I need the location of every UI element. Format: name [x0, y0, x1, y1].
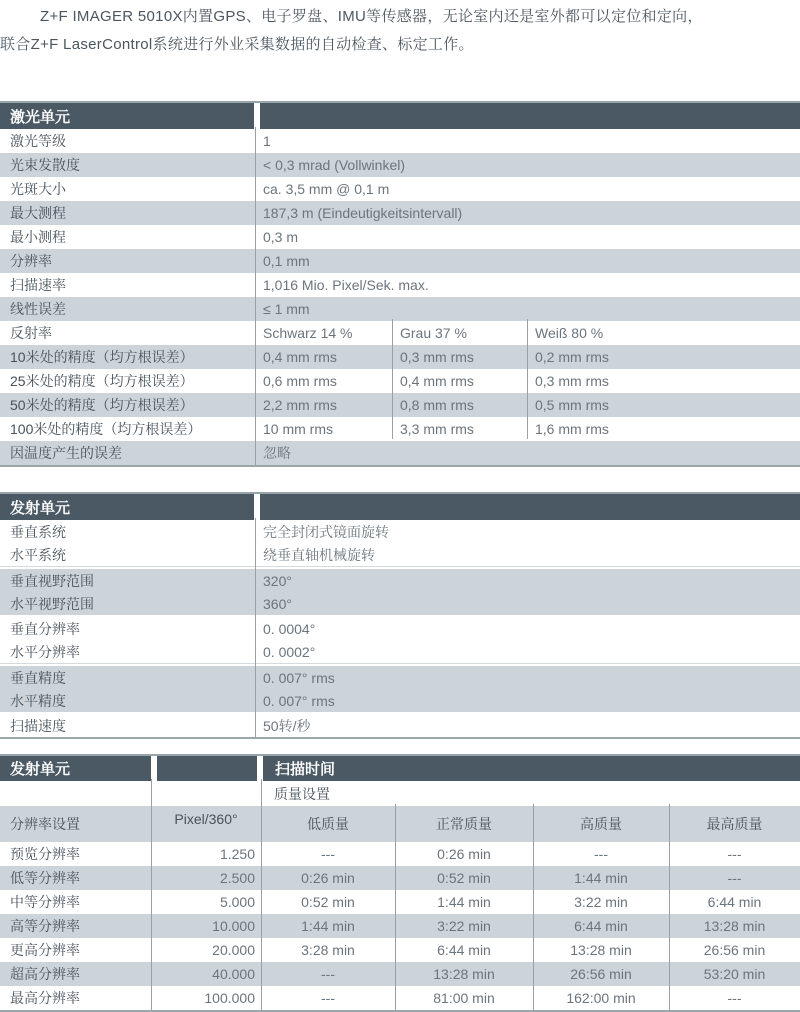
time-low: --- — [321, 846, 335, 862]
column-header-resolution: 分辨率设置 — [10, 816, 80, 832]
row-group — [0, 569, 800, 615]
column-divider — [527, 319, 528, 439]
table-row — [0, 225, 800, 249]
time-low: 0:26 min — [301, 870, 355, 886]
row-value-grey: 0,4 mm rms — [400, 373, 474, 389]
row-label: 垂直精度 — [10, 669, 66, 686]
row-value: ≤ 1 mm — [263, 301, 310, 317]
row-label: 水平精度 — [10, 692, 66, 709]
row-value-black: Schwarz 14 % — [263, 325, 353, 341]
column-divider — [151, 779, 152, 1010]
row-value: 1 — [263, 133, 271, 149]
time-high: --- — [594, 846, 608, 862]
row-value: 忽略 — [263, 445, 291, 461]
pixel-value: 20.000 — [212, 942, 255, 958]
table-row — [0, 321, 800, 345]
row-label: 高等分辨率 — [10, 918, 80, 934]
time-low: 1:44 min — [301, 918, 355, 934]
row-label: 光斑大小 — [10, 181, 66, 197]
column-divider — [261, 779, 262, 1010]
row-value-white: 0,2 mm rms — [535, 349, 609, 365]
spacer — [0, 467, 800, 492]
row-value: < 0,3 mrad (Vollwinkel) — [263, 157, 406, 173]
time-highest: --- — [727, 870, 742, 886]
row-label: 垂直视野范围 — [10, 572, 94, 589]
time-high: 13:28 min — [570, 942, 632, 958]
row-label: 50米处的精度（均方根误差） — [10, 397, 194, 413]
time-highest: --- — [727, 990, 742, 1006]
table-row — [0, 592, 800, 615]
column-divider — [392, 319, 393, 439]
time-highest: 13:28 min — [703, 918, 766, 934]
row-label: 中等分辨率 — [10, 894, 80, 910]
row-value-black: 0,6 mm rms — [263, 373, 337, 389]
row-value: 绕垂直轴机械旋转 — [263, 546, 375, 563]
row-value: 360° — [263, 595, 292, 612]
time-low: 3:28 min — [301, 942, 355, 958]
table-row — [0, 666, 800, 689]
row-value-black: 2,2 mm rms — [263, 397, 337, 413]
time-low: --- — [321, 990, 335, 1006]
row-value: 0. 007° rms — [263, 669, 335, 686]
table-row — [0, 986, 800, 1010]
table-row — [0, 842, 800, 866]
laser-unit-table — [0, 101, 800, 467]
table-row — [0, 890, 800, 914]
time-highest: --- — [727, 846, 742, 862]
time-low: --- — [321, 966, 335, 982]
table-row — [0, 617, 800, 640]
table-row — [0, 962, 800, 986]
row-label: 100米处的精度（均方根误差） — [10, 421, 202, 437]
row-label: 水平分辨率 — [10, 643, 80, 660]
table-row — [0, 273, 800, 297]
table-row — [0, 297, 800, 321]
row-label: 预览分辨率 — [10, 846, 80, 862]
column-header-low: 低质量 — [307, 816, 349, 832]
row-label: 扫描速度 — [10, 717, 66, 734]
row-value-white: 0,5 mm rms — [535, 397, 609, 413]
time-normal: 81:00 min — [433, 990, 495, 1006]
time-normal: 6:44 min — [437, 942, 491, 958]
time-low: 0:52 min — [301, 894, 355, 910]
row-label: 超高分辨率 — [10, 966, 80, 982]
row-label: 扫描速率 — [10, 277, 66, 293]
pixel-value: 5.000 — [219, 894, 255, 910]
row-label: 25米处的精度（均方根误差） — [10, 373, 194, 389]
row-value: 0. 0004° — [263, 620, 316, 637]
table-title: 发射单元 — [0, 756, 151, 781]
table-row — [0, 866, 800, 890]
row-group — [0, 714, 800, 737]
time-normal: 13:28 min — [433, 966, 495, 982]
table-row — [0, 393, 800, 417]
row-value-black: 0,4 mm rms — [263, 349, 337, 365]
row-label: 最高分辨率 — [10, 990, 80, 1006]
table-row — [0, 689, 800, 712]
table-title: 发射单元 — [0, 494, 254, 520]
table-row — [0, 914, 800, 938]
row-value: 50转/秒 — [263, 717, 311, 734]
column-header-high: 高质量 — [580, 816, 622, 832]
intro-line-1: Z+F IMAGER 5010X内置GPS、电子罗盘、IMU等传感器，无论室内还是室外都可以定位和定向， — [40, 8, 703, 25]
row-value: 0,3 m — [263, 229, 299, 245]
row-label: 激光等级 — [10, 133, 66, 149]
quality-settings-row — [0, 781, 800, 806]
table-row — [0, 417, 800, 441]
column-divider — [255, 127, 256, 465]
scan-time-table-header — [0, 754, 800, 781]
row-value-black: 10 mm rms — [263, 421, 333, 437]
column-divider — [395, 804, 396, 1010]
row-value-white: 1,6 mm rms — [535, 421, 609, 437]
pixel-value: 10.000 — [212, 918, 255, 934]
intro-line-2: 联合Z+F LaserControl系统进行外业采集数据的自动检查、标定工作。 — [0, 36, 474, 53]
table-title: 激光单元 — [0, 103, 254, 129]
deflection-unit-table — [0, 492, 800, 739]
table-row — [0, 153, 800, 177]
time-highest: 26:56 min — [703, 942, 766, 958]
pixel-value: 1.250 — [219, 846, 255, 862]
table-row — [0, 569, 800, 592]
row-value: 完全封闭式镜面旋转 — [263, 523, 389, 540]
column-divider — [669, 804, 670, 1010]
spacer — [0, 59, 800, 101]
pixel-value: 40.000 — [212, 966, 255, 982]
header-right-segment — [260, 103, 800, 129]
table-row — [0, 640, 800, 663]
intro-paragraph — [0, 0, 800, 59]
row-label: 反射率 — [10, 325, 52, 341]
table-row — [0, 938, 800, 962]
row-label: 10米处的精度（均方根误差） — [10, 349, 194, 365]
row-value-white: 0,3 mm rms — [535, 373, 609, 389]
row-label: 光束发散度 — [10, 157, 80, 173]
time-high: 1:44 min — [574, 870, 628, 886]
table-row — [0, 129, 800, 153]
spacer — [0, 739, 800, 754]
row-value: ca. 3,5 mm @ 0,1 m — [263, 181, 390, 197]
scan-time-title: 扫描时间 — [263, 756, 800, 781]
row-value-grey: 0,3 mm rms — [400, 349, 474, 365]
row-label: 最小测程 — [10, 229, 66, 245]
row-value-grey: 0,8 mm rms — [400, 397, 474, 413]
time-normal: 0:52 min — [437, 870, 491, 886]
row-label: 垂直分辨率 — [10, 620, 80, 637]
table-row — [0, 543, 800, 566]
time-normal: 0:26 min — [437, 846, 491, 862]
row-value: 0. 0002° — [263, 643, 316, 660]
time-highest: 6:44 min — [707, 894, 762, 910]
table-row — [0, 714, 800, 737]
time-highest: 53:20 min — [703, 966, 766, 982]
row-label: 更高分辨率 — [10, 942, 80, 958]
time-high: 3:22 min — [574, 894, 628, 910]
column-header-highest: 最高质量 — [706, 816, 763, 832]
row-label: 水平系统 — [10, 546, 66, 563]
row-label: 因温度产生的误差 — [10, 445, 122, 461]
column-divider — [255, 518, 256, 737]
row-group — [0, 666, 800, 712]
deflection-unit-table-header — [0, 492, 800, 520]
laser-unit-table-header — [0, 101, 800, 129]
row-label: 分辨率 — [10, 253, 52, 269]
time-high: 162:00 min — [566, 990, 636, 1006]
time-normal: 3:22 min — [437, 918, 491, 934]
table-row — [0, 201, 800, 225]
time-high: 26:56 min — [570, 966, 632, 982]
table-row — [0, 520, 800, 543]
row-value: 1,016 Mio. Pixel/Sek. max. — [263, 277, 429, 293]
row-group — [0, 617, 800, 664]
row-label: 最大测程 — [10, 205, 66, 221]
time-high: 6:44 min — [574, 918, 628, 934]
table-row — [0, 345, 800, 369]
table-row — [0, 441, 800, 465]
row-label: 低等分辨率 — [10, 870, 80, 886]
column-header-pixel: Pixel/360° — [174, 811, 238, 827]
row-label: 垂直系统 — [10, 523, 66, 540]
row-value: 0,1 mm — [263, 253, 310, 269]
pixel-value: 2.500 — [219, 870, 255, 886]
row-label: 水平视野范围 — [10, 595, 94, 612]
row-label: 线性误差 — [10, 301, 66, 317]
row-value-grey: 3,3 mm rms — [400, 421, 474, 437]
header-right-segment — [260, 494, 800, 520]
table-row — [0, 177, 800, 201]
row-value: 0. 007° rms — [263, 692, 335, 709]
table-row — [0, 369, 800, 393]
time-normal: 1:44 min — [437, 894, 491, 910]
column-divider — [533, 804, 534, 1010]
row-value-white: Weiß 80 % — [535, 325, 604, 341]
table-row — [0, 249, 800, 273]
scan-time-table — [0, 754, 800, 1012]
row-value: 320° — [263, 572, 292, 589]
pixel-value: 100.000 — [204, 990, 255, 1006]
quality-settings-label: 质量设置 — [274, 785, 330, 802]
column-header-normal: 正常质量 — [436, 816, 492, 832]
row-value-grey: Grau 37 % — [400, 325, 467, 341]
row-value: 187,3 m (Eindeutigkeitsintervall) — [263, 205, 463, 221]
row-group — [0, 520, 800, 567]
header-mid-segment — [157, 756, 257, 781]
column-header-row — [0, 806, 800, 842]
